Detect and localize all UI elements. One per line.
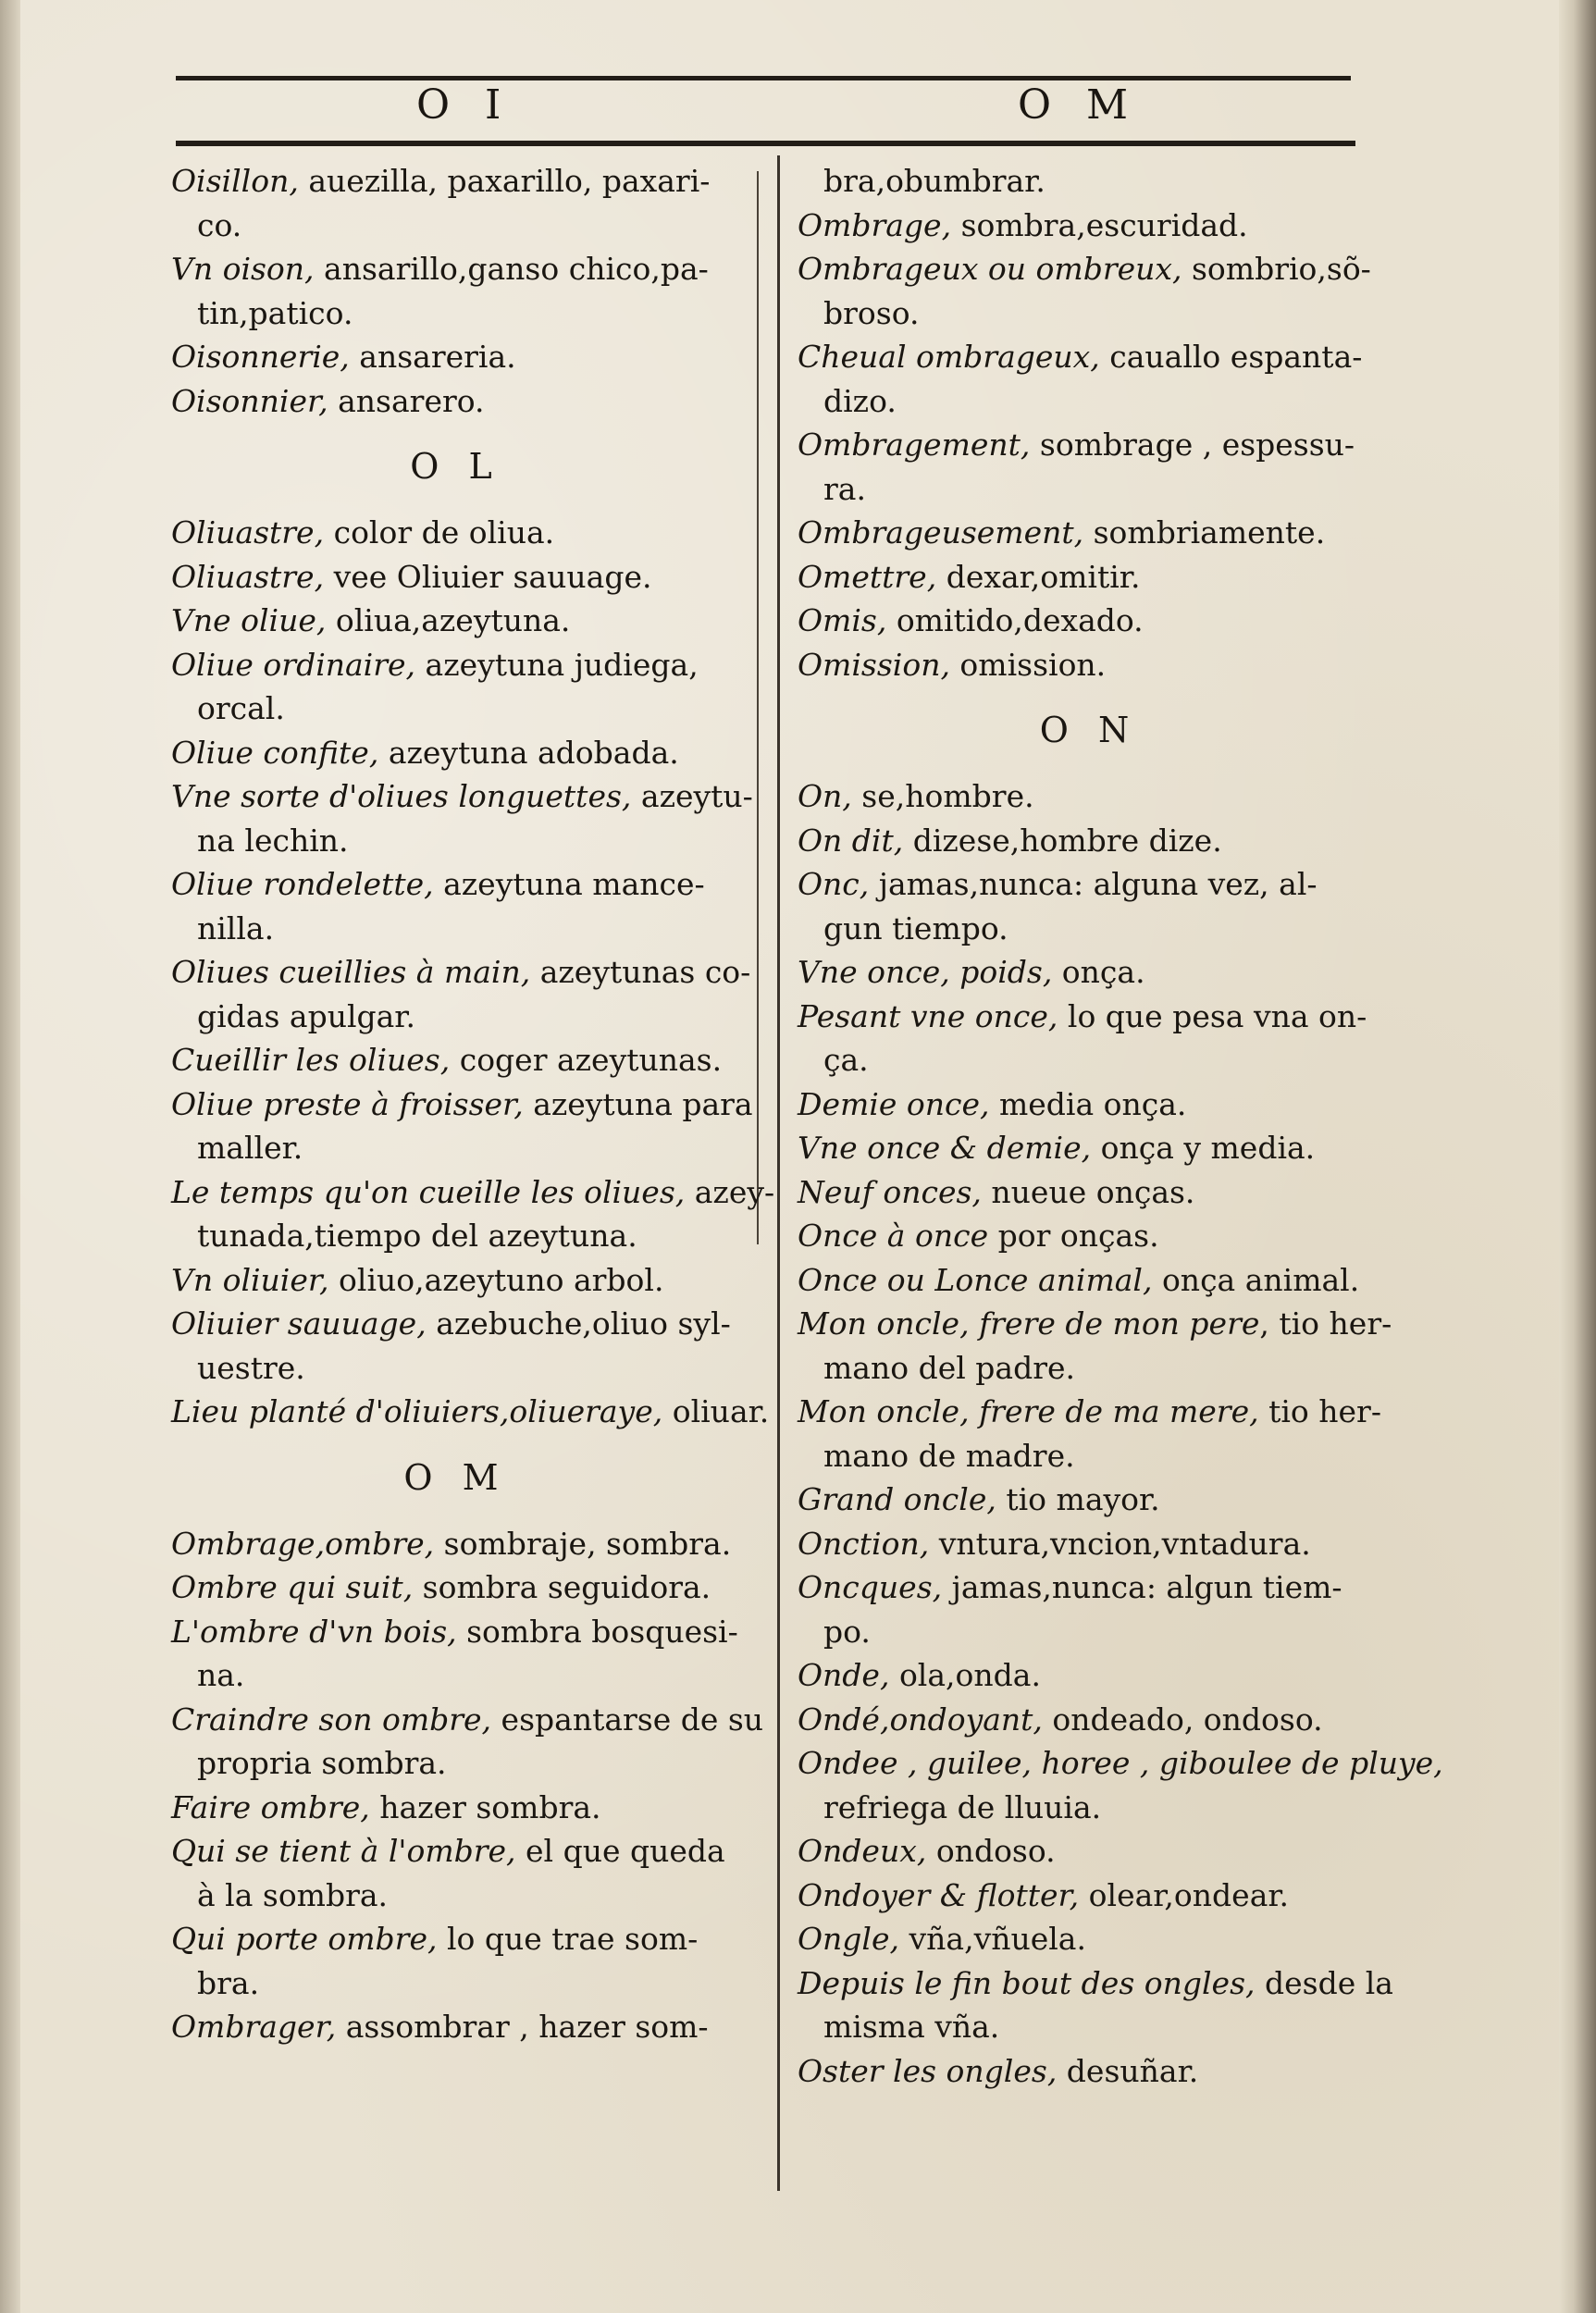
french-term: Mon oncle, frere de mon pere: [798, 1305, 1260, 1342]
dictionary-entry: [171, 907, 740, 951]
dictionary-entry: [171, 291, 740, 336]
spanish-translation: maller.: [197, 1130, 303, 1166]
dictionary-entry: [798, 1038, 1380, 1082]
french-term: Oisillon,: [171, 163, 299, 199]
spanish-translation: se,hombre.: [851, 778, 1034, 814]
dictionary-entry: [798, 1170, 1380, 1215]
spanish-translation: onça animal.: [1152, 1261, 1360, 1298]
section-heading: O L: [410, 446, 501, 487]
page-right-edge: [1559, 0, 1596, 2313]
running-head-right: O M: [1018, 81, 1140, 129]
dictionary-entry: [171, 1698, 764, 1742]
right-column: [798, 159, 1443, 2093]
french-term: Le temps qu'on cueille les oliues,: [171, 1173, 686, 1210]
dictionary-entry: [798, 907, 1380, 951]
spanish-translation: el que queda: [515, 1833, 725, 1869]
spanish-translation: omission.: [949, 646, 1107, 683]
dictionary-entry: [171, 1610, 740, 1654]
spanish-translation: coger azeytunas.: [450, 1042, 723, 1078]
spanish-translation: gun tiempo.: [823, 909, 1008, 946]
french-term: Ongle,: [798, 1921, 900, 1957]
french-term: Vn oison,: [171, 251, 315, 287]
french-term: Vne once, poids,: [798, 954, 1053, 990]
french-term: Ombrager,: [171, 2009, 337, 2045]
spanish-translation: co.: [197, 206, 242, 243]
spanish-translation: hazer sombra.: [369, 1788, 601, 1825]
spanish-translation: azeytuna adobada.: [378, 734, 679, 771]
spanish-translation: auezilla, paxarillo, paxari-: [298, 163, 711, 199]
french-term: Neuf onces,: [798, 1173, 982, 1210]
spanish-translation: vee Oliuier sauuage.: [324, 558, 652, 595]
dictionary-entry: [171, 1258, 740, 1303]
spanish-translation: bra,obumbrar.: [823, 163, 1045, 199]
section-heading: O N: [1039, 710, 1139, 750]
french-term: Faire ombre,: [171, 1788, 370, 1825]
dictionary-entry: [171, 555, 740, 600]
spanish-translation: sombraje, sombra.: [434, 1525, 732, 1562]
dictionary-entry: [798, 423, 1380, 467]
french-term: Ombragement,: [798, 427, 1031, 463]
dictionary-entry: [171, 643, 740, 687]
spanish-translation: ra.: [823, 470, 866, 507]
spanish-translation: orcal.: [197, 690, 285, 726]
spanish-translation: gidas apulgar.: [197, 997, 415, 1034]
dictionary-entry: [171, 335, 740, 379]
dictionary-entry: [798, 1829, 1380, 1874]
dictionary-entry: [171, 159, 740, 204]
spanish-translation: tunada,tiempo del azeytuna.: [197, 1218, 637, 1254]
spanish-translation: azeytu-: [631, 778, 753, 814]
dictionary-entry: [798, 1390, 1380, 1434]
dictionary-entry: [798, 511, 1380, 555]
dictionary-entry: [798, 1302, 1392, 1346]
dictionary-entry: [798, 1346, 1380, 1391]
french-term: Ondé,ondoyant,: [798, 1701, 1043, 1738]
left-column: [171, 159, 775, 2049]
dictionary-entry: [798, 1961, 1393, 2006]
page-left-edge: [0, 0, 20, 2313]
column-divider: [777, 155, 780, 2191]
dictionary-entry: [171, 511, 740, 555]
french-term: Pesant vne once,: [798, 997, 1058, 1034]
french-term: Vne oliue,: [171, 602, 327, 638]
dictionary-entry: [171, 1302, 740, 1346]
spanish-translation: sombra seguidora.: [413, 1569, 711, 1605]
dictionary-entry: [798, 204, 1380, 248]
dictionary-entry: [171, 1038, 740, 1082]
french-term: Oliue rondelette,: [171, 866, 434, 902]
dictionary-entry: [171, 1874, 740, 1918]
french-term: Once à once: [798, 1218, 989, 1254]
french-term: On,: [798, 778, 852, 814]
spanish-translation: lo que trae som-: [437, 1921, 699, 1957]
spanish-translation: vña,vñuela.: [899, 1921, 1086, 1957]
spanish-translation: bra.: [197, 1964, 260, 2001]
french-term: Qui se tient à l'ombre,: [171, 1833, 516, 1869]
spanish-translation: ça.: [823, 1042, 869, 1078]
dictionary-entry: [171, 1170, 775, 1215]
dictionary-entry: [171, 1214, 740, 1258]
dictionary-entry: [798, 1522, 1380, 1566]
dictionary-entry: [798, 1610, 1380, 1654]
dictionary-entry: [798, 1082, 1380, 1127]
dictionary-entry: [798, 1258, 1380, 1303]
spanish-translation: vntura,vncion,vntadura.: [929, 1525, 1311, 1562]
spanish-translation: ansarero.: [328, 382, 485, 419]
dictionary-entry: [171, 819, 740, 863]
spanish-translation: assombrar , hazer som-: [336, 2009, 709, 2045]
french-term: Vne sorte d'oliues longuettes,: [171, 778, 632, 814]
french-term: Cueillir les oliues,: [171, 1042, 451, 1078]
spanish-translation: sombriamente.: [1083, 514, 1326, 550]
french-term: Ombrageux ou ombreux,: [798, 251, 1182, 287]
section-heading: O M: [403, 1456, 508, 1498]
spanish-translation: onça y media.: [1091, 1130, 1316, 1166]
spanish-translation: onça.: [1052, 954, 1145, 990]
dictionary-entry: [171, 1653, 740, 1698]
dictionary-entry: [171, 731, 740, 775]
dictionary-entry: [171, 950, 751, 995]
french-term: On dit,: [798, 822, 904, 859]
dictionary-entry: [171, 379, 740, 424]
dictionary-entry: [798, 1786, 1380, 1830]
dictionary-entry: [798, 599, 1380, 643]
spanish-translation: jamas,nunca: alguna vez, al-: [869, 866, 1318, 902]
dictionary-entry: [798, 2005, 1380, 2049]
dictionary-entry: [798, 335, 1380, 379]
spanish-translation: por onças.: [988, 1218, 1159, 1254]
french-term: Lieu planté d'oliuiers,oliueraye,: [171, 1393, 663, 1429]
french-term: Onde,: [798, 1657, 890, 1693]
spanish-translation: ondeado, ondoso.: [1042, 1701, 1323, 1738]
dictionary-entry: [171, 1741, 740, 1786]
dictionary-entry: [798, 2049, 1380, 2094]
spanish-translation: po.: [823, 1613, 871, 1650]
french-term: Oster les ongles,: [798, 2052, 1058, 2089]
dictionary-entry: [171, 862, 740, 907]
spanish-translation: azebuche,oliuo syl-: [426, 1305, 731, 1342]
spanish-translation: mano de madre.: [823, 1437, 1075, 1474]
spanish-translation: espantarse de su: [491, 1701, 764, 1738]
french-term: Oncques,: [798, 1569, 943, 1605]
french-term: Omis,: [798, 602, 887, 638]
dictionary-entry: [798, 1478, 1380, 1522]
spanish-translation: oliuar.: [662, 1393, 770, 1429]
dictionary-entry: [171, 1522, 740, 1566]
spanish-translation: azeytuna para: [523, 1085, 753, 1122]
spanish-translation: nilla.: [197, 909, 275, 946]
spanish-translation: misma vña.: [823, 2009, 1000, 2045]
dictionary-entry: [171, 774, 753, 819]
french-term: Cheual ombrageux,: [798, 339, 1100, 375]
spanish-translation: ola,onda.: [889, 1657, 1041, 1693]
dictionary-entry: [171, 1829, 740, 1874]
french-term: Oliue preste à froisser,: [171, 1085, 524, 1122]
french-term: Craindre son ombre,: [171, 1701, 492, 1738]
french-term: Once ou Lonce animal,: [798, 1261, 1153, 1298]
dictionary-entry: [171, 2005, 740, 2049]
french-term: Onction,: [798, 1525, 930, 1562]
spanish-translation: sombrage , espessu-: [1030, 427, 1355, 463]
spanish-translation: ondoso.: [926, 1833, 1056, 1869]
dictionary-entry: [798, 467, 1380, 512]
spanish-translation: tio mayor.: [996, 1481, 1160, 1517]
french-term: Ombrage,: [798, 206, 952, 243]
french-term: Oliues cueillies à main,: [171, 954, 531, 990]
spanish-translation: dizo.: [823, 382, 897, 419]
dictionary-entry: [798, 159, 1380, 204]
french-term: Ombrageusement,: [798, 514, 1084, 550]
spanish-translation: tio her-: [1258, 1393, 1381, 1429]
dictionary-entry: [171, 1786, 740, 1830]
dictionary-entry: [798, 1917, 1380, 1961]
dictionary-entry: [798, 1126, 1380, 1170]
spanish-translation: cauallo espanta-: [1099, 339, 1363, 375]
spanish-translation: uestre.: [197, 1349, 305, 1386]
french-term: Mon oncle, frere de ma mere,: [798, 1393, 1259, 1429]
french-term: Oliuastre,: [171, 558, 325, 595]
dictionary-entry: [798, 379, 1380, 424]
spanish-translation: desuñar.: [1057, 2052, 1199, 2089]
dictionary-entry: [171, 204, 740, 248]
dictionary-entry: [798, 819, 1380, 863]
spanish-translation: nueue onças.: [981, 1173, 1195, 1210]
dictionary-entry: [798, 555, 1380, 600]
french-term: Demie once,: [798, 1085, 990, 1122]
spanish-translation: azey-: [685, 1173, 775, 1210]
dictionary-entry: [171, 247, 740, 291]
dictionary-entry: [798, 862, 1380, 907]
french-term: Ombrage,ombre,: [171, 1525, 435, 1562]
spanish-translation: mano del padre.: [823, 1349, 1075, 1386]
spanish-translation: ansarillo,ganso chico,pa-: [314, 251, 709, 287]
french-term: Oliue confite,: [171, 734, 379, 771]
dictionary-entry: [798, 1874, 1380, 1918]
dictionary-entry: [798, 1653, 1380, 1698]
dictionary-entry: [798, 291, 1380, 336]
dictionary-entry: [798, 1214, 1380, 1258]
column-divider-inner: [757, 171, 759, 1244]
spanish-translation: na lechin.: [197, 822, 349, 859]
dictionary-entry: [171, 1565, 740, 1610]
french-term: Oisonnerie,: [171, 339, 350, 375]
spanish-translation: na.: [197, 1657, 245, 1693]
spanish-translation: oliua,azeytuna.: [326, 602, 571, 638]
french-term: Depuis le fin bout des ongles,: [798, 1964, 1256, 2001]
top-rule: [176, 76, 1351, 80]
spanish-translation: oliuo,azeytuno arbol.: [328, 1261, 664, 1298]
dictionary-entry: [798, 950, 1380, 995]
spanish-translation: sombra bosquesi-: [456, 1613, 738, 1650]
french-term: Ondee , guilee, horee , giboulee de pluye,: [798, 1745, 1443, 1781]
spanish-translation: jamas,nunca: algun tiem-: [942, 1569, 1342, 1605]
spanish-translation: dizese,hombre dize.: [903, 822, 1222, 859]
dictionary-entry: [798, 1741, 1443, 1786]
french-term: Oliuastre,: [171, 514, 325, 550]
spanish-translation: olear,ondear.: [1079, 1876, 1290, 1913]
dictionary-entry: [171, 1917, 740, 1961]
spanish-translation: sombrio,sõ-: [1182, 251, 1371, 287]
french-term: Omettre,: [798, 558, 937, 595]
french-term: Vne once & demie,: [798, 1130, 1092, 1166]
spanish-translation: color de oliua.: [324, 514, 555, 550]
spanish-translation: , tio her-: [1259, 1305, 1392, 1342]
spanish-translation: azeytuna mance-: [433, 866, 705, 902]
french-term: Ondeux,: [798, 1833, 927, 1869]
french-term: Oliuier sauuage,: [171, 1305, 427, 1342]
dictionary-entry: [798, 643, 1380, 687]
dictionary-entry: [798, 1434, 1380, 1478]
french-term: Vn oliuier,: [171, 1261, 329, 1298]
spanish-translation: azeytuna judiega,: [415, 646, 699, 683]
spanish-translation: tin,patico.: [197, 294, 353, 331]
french-term: Ondoyer & flotter,: [798, 1876, 1080, 1913]
dictionary-entry: [798, 774, 1380, 819]
running-head-left: O I: [416, 81, 513, 129]
dictionary-entry: [798, 1565, 1380, 1610]
spanish-translation: desde la: [1255, 1964, 1393, 2001]
spanish-translation: media onça.: [989, 1085, 1187, 1122]
dictionary-entry: [798, 247, 1380, 291]
spanish-translation: broso.: [823, 294, 920, 331]
dictionary-entry: [171, 1961, 740, 2006]
dictionary-entry: [171, 1390, 770, 1434]
french-term: Omission,: [798, 646, 950, 683]
spanish-translation: refriega de lluuia.: [823, 1788, 1102, 1825]
french-term: Oliue ordinaire,: [171, 646, 416, 683]
dictionary-entry: [798, 1698, 1380, 1742]
spanish-translation: dexar,omitir.: [936, 558, 1141, 595]
dictionary-entry: [798, 995, 1380, 1039]
spanish-translation: azeytunas co-: [530, 954, 751, 990]
spanish-translation: sombra,escuridad.: [951, 206, 1248, 243]
dictionary-entry: [171, 1126, 740, 1170]
dictionary-entry: [171, 686, 740, 731]
spanish-translation: omitido,dexado.: [886, 602, 1144, 638]
dictionary-entry: [171, 599, 740, 643]
dictionary-entry: [171, 995, 740, 1039]
french-term: Oisonnier,: [171, 382, 328, 419]
french-term: L'ombre d'vn bois,: [171, 1613, 457, 1650]
french-term: Onc,: [798, 866, 870, 902]
header-rule: [176, 141, 1355, 146]
french-term: Grand oncle,: [798, 1481, 996, 1517]
spanish-translation: à la sombra.: [197, 1876, 389, 1913]
spanish-translation: propria sombra.: [197, 1745, 447, 1781]
spanish-translation: lo que pesa vna on-: [1058, 997, 1367, 1034]
dictionary-entry: [171, 1082, 753, 1127]
spanish-translation: ansareria.: [349, 339, 516, 375]
dictionary-entry: [171, 1346, 740, 1391]
french-term: Qui porte ombre,: [171, 1921, 438, 1957]
french-term: Ombre qui suit,: [171, 1569, 414, 1605]
